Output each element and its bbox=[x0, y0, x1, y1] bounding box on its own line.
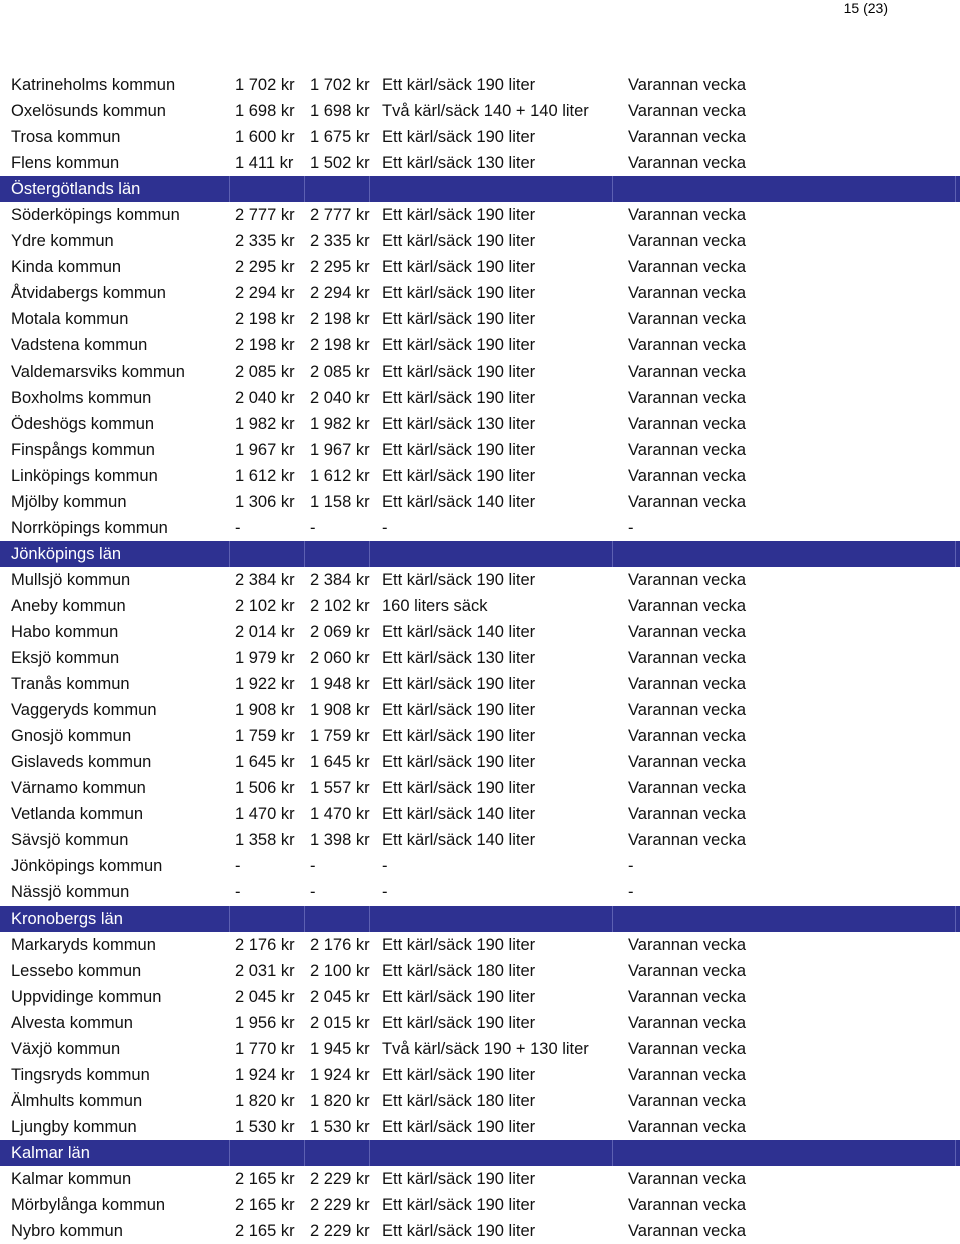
table-row bbox=[0, 385, 960, 411]
municipality-name: Söderköpings kommun bbox=[11, 206, 180, 225]
municipality-name: Oxelösunds kommun bbox=[11, 102, 166, 121]
collection-frequency-cell: Varannan vecka bbox=[628, 232, 747, 251]
municipality-name: Flens kommun bbox=[11, 154, 120, 173]
collection-frequency-cell: Varannan vecka bbox=[628, 1196, 747, 1215]
table-row bbox=[0, 150, 960, 176]
price-cell: 1 358 kr bbox=[235, 831, 295, 850]
price-cell: 2 085 kr bbox=[235, 362, 295, 381]
price-cell: 1 956 kr bbox=[235, 1013, 295, 1032]
municipality-name: Mörbylånga kommun bbox=[11, 1196, 166, 1215]
collection-frequency-cell: Varannan vecka bbox=[628, 362, 747, 381]
municipality-name: Jönköpings kommun bbox=[11, 857, 163, 876]
collection-frequency-cell: Varannan vecka bbox=[628, 1117, 747, 1136]
collection-frequency-cell: Varannan vecka bbox=[628, 1222, 747, 1241]
price-cell-2: 2 040 kr bbox=[310, 388, 370, 407]
bin-size-cell: Ett kärl/säck 190 liter bbox=[382, 570, 536, 589]
bin-size-cell: Ett kärl/säck 190 liter bbox=[382, 1065, 536, 1084]
collection-frequency-cell: Varannan vecka bbox=[628, 310, 747, 329]
price-cell-2: - bbox=[310, 518, 316, 537]
table-row bbox=[0, 359, 960, 385]
column-divider bbox=[304, 906, 305, 932]
table-row bbox=[0, 489, 960, 515]
collection-frequency-cell: Varannan vecka bbox=[628, 1091, 747, 1110]
bin-size-cell: Ett kärl/säck 190 liter bbox=[382, 336, 536, 355]
county-header-row bbox=[0, 1140, 960, 1166]
table-row bbox=[0, 853, 960, 879]
price-cell: 2 777 kr bbox=[235, 206, 295, 225]
price-cell-2: 2 384 kr bbox=[310, 570, 370, 589]
table-row bbox=[0, 1166, 960, 1192]
table-row bbox=[0, 437, 960, 463]
municipality-name: Älmhults kommun bbox=[11, 1091, 143, 1110]
price-cell: 2 031 kr bbox=[235, 961, 295, 980]
municipality-name: Växjö kommun bbox=[11, 1039, 121, 1058]
municipality-name: Vetlanda kommun bbox=[11, 805, 144, 824]
bin-size-cell: Ett kärl/säck 190 liter bbox=[382, 206, 536, 225]
collection-frequency-cell: Varannan vecka bbox=[628, 440, 747, 459]
bin-size-cell: Två kärl/säck 190 + 130 liter bbox=[382, 1039, 589, 1058]
price-cell: 1 759 kr bbox=[235, 727, 295, 746]
price-cell: 1 922 kr bbox=[235, 675, 295, 694]
municipality-name: Vadstena kommun bbox=[11, 336, 148, 355]
price-cell: 1 908 kr bbox=[235, 701, 295, 720]
bin-size-cell: Ett kärl/säck 180 liter bbox=[382, 1091, 536, 1110]
collection-frequency-cell: Varannan vecka bbox=[628, 258, 747, 277]
bin-size-cell: Ett kärl/säck 130 liter bbox=[382, 649, 536, 668]
municipality-name: Tingsryds kommun bbox=[11, 1065, 150, 1084]
collection-frequency-cell: Varannan vecka bbox=[628, 128, 747, 147]
table-row bbox=[0, 280, 960, 306]
municipality-name: Kalmar kommun bbox=[11, 1169, 132, 1188]
price-cell: 1 979 kr bbox=[235, 649, 295, 668]
table-row bbox=[0, 332, 960, 358]
bin-size-cell: - bbox=[382, 883, 388, 902]
municipality-name: Boxholms kommun bbox=[11, 388, 152, 407]
collection-frequency-cell: Varannan vecka bbox=[628, 1169, 747, 1188]
collection-frequency-cell: Varannan vecka bbox=[628, 727, 747, 746]
municipality-name: Markaryds kommun bbox=[11, 935, 156, 954]
price-cell: 2 295 kr bbox=[235, 258, 295, 277]
price-cell: 2 165 kr bbox=[235, 1222, 295, 1241]
price-cell: 2 014 kr bbox=[235, 622, 295, 641]
table-row bbox=[0, 697, 960, 723]
price-cell-2: - bbox=[310, 883, 316, 902]
municipality-name: Linköpings kommun bbox=[11, 466, 158, 485]
column-divider bbox=[229, 176, 230, 202]
price-cell-2: 2 295 kr bbox=[310, 258, 370, 277]
price-cell: 1 702 kr bbox=[235, 76, 295, 94]
column-divider bbox=[229, 541, 230, 567]
county-header-row bbox=[0, 176, 960, 202]
bin-size-cell: 160 liters säck bbox=[382, 596, 488, 615]
price-cell-2: 1 945 kr bbox=[310, 1039, 370, 1058]
price-cell-2: 2 198 kr bbox=[310, 310, 370, 329]
bin-size-cell: Ett kärl/säck 190 liter bbox=[382, 1222, 536, 1241]
bin-size-cell: Ett kärl/säck 190 liter bbox=[382, 232, 536, 251]
table-row bbox=[0, 879, 960, 905]
bin-size-cell: Ett kärl/säck 180 liter bbox=[382, 961, 536, 980]
table-row bbox=[0, 72, 960, 98]
municipality-name: Gislaveds kommun bbox=[11, 753, 152, 772]
bin-size-cell: - bbox=[382, 857, 388, 876]
bin-size-cell: Ett kärl/säck 190 liter bbox=[382, 1117, 536, 1136]
collection-frequency-cell: Varannan vecka bbox=[628, 284, 747, 303]
price-cell-2: 1 698 kr bbox=[310, 102, 370, 121]
table-row bbox=[0, 619, 960, 645]
bin-size-cell: Ett kärl/säck 190 liter bbox=[382, 284, 536, 303]
bin-size-cell: Ett kärl/säck 190 liter bbox=[382, 310, 536, 329]
price-cell: 1 698 kr bbox=[235, 102, 295, 121]
bin-size-cell: Ett kärl/säck 140 liter bbox=[382, 492, 536, 511]
bin-size-cell: Ett kärl/säck 190 liter bbox=[382, 675, 536, 694]
price-cell-2: 1 530 kr bbox=[310, 1117, 370, 1136]
price-cell: 2 176 kr bbox=[235, 935, 295, 954]
price-cell-2: 1 158 kr bbox=[310, 492, 370, 511]
municipality-name: Mjölby kommun bbox=[11, 492, 127, 511]
price-cell: 2 198 kr bbox=[235, 310, 295, 329]
municipality-name: Lessebo kommun bbox=[11, 961, 142, 980]
municipality-name: Valdemarsviks kommun bbox=[11, 362, 185, 381]
price-cell: 1 645 kr bbox=[235, 753, 295, 772]
bin-size-cell: Ett kärl/säck 130 liter bbox=[382, 414, 536, 433]
price-cell: 1 770 kr bbox=[235, 1039, 295, 1058]
municipality-name: Ydre kommun bbox=[11, 232, 114, 251]
price-cell-2: 2 085 kr bbox=[310, 362, 370, 381]
municipality-name: Tranås kommun bbox=[11, 675, 130, 694]
price-cell: - bbox=[235, 857, 241, 876]
county-name: Jönköpings län bbox=[11, 544, 122, 563]
price-cell: 1 506 kr bbox=[235, 779, 295, 798]
county-name: Östergötlands län bbox=[11, 180, 141, 199]
price-cell: 2 102 kr bbox=[235, 596, 295, 615]
municipality-name: Eksjö kommun bbox=[11, 649, 120, 668]
price-cell-2: 1 645 kr bbox=[310, 753, 370, 772]
municipality-name: Norrköpings kommun bbox=[11, 518, 168, 537]
municipality-name: Åtvidabergs kommun bbox=[11, 284, 166, 303]
collection-frequency-cell: Varannan vecka bbox=[628, 831, 747, 850]
price-cell: 1 820 kr bbox=[235, 1091, 295, 1110]
price-cell: 2 045 kr bbox=[235, 987, 295, 1006]
municipality-name: Nässjö kommun bbox=[11, 883, 130, 902]
bin-size-cell: Ett kärl/säck 190 liter bbox=[382, 1169, 536, 1188]
column-divider bbox=[955, 1140, 956, 1166]
collection-frequency-cell: Varannan vecka bbox=[628, 961, 747, 980]
collection-frequency-cell: Varannan vecka bbox=[628, 492, 747, 511]
collection-frequency-cell: - bbox=[628, 883, 634, 902]
price-cell-2: 2 777 kr bbox=[310, 206, 370, 225]
table-row bbox=[0, 202, 960, 228]
table-row bbox=[0, 593, 960, 619]
collection-frequency-cell: Varannan vecka bbox=[628, 779, 747, 798]
price-cell-2: 2 229 kr bbox=[310, 1169, 370, 1188]
collection-frequency-cell: Varannan vecka bbox=[628, 206, 747, 225]
collection-frequency-cell: Varannan vecka bbox=[628, 388, 747, 407]
price-cell-2: 2 294 kr bbox=[310, 284, 370, 303]
municipality-name: Alvesta kommun bbox=[11, 1013, 133, 1032]
column-divider bbox=[369, 176, 370, 202]
price-cell-2: 2 229 kr bbox=[310, 1222, 370, 1241]
bin-size-cell: Ett kärl/säck 190 liter bbox=[382, 701, 536, 720]
table-row bbox=[0, 463, 960, 489]
price-cell: 2 040 kr bbox=[235, 388, 295, 407]
collection-frequency-cell: Varannan vecka bbox=[628, 466, 747, 485]
bin-size-cell: Ett kärl/säck 140 liter bbox=[382, 805, 536, 824]
column-divider bbox=[612, 176, 613, 202]
municipality-name: Gnosjö kommun bbox=[11, 727, 132, 746]
price-cell-2: 2 015 kr bbox=[310, 1013, 370, 1032]
municipality-name: Aneby kommun bbox=[11, 596, 126, 615]
collection-frequency-cell: Varannan vecka bbox=[628, 336, 747, 355]
table-row bbox=[0, 1088, 960, 1114]
bin-size-cell: Ett kärl/säck 190 liter bbox=[382, 779, 536, 798]
table-row bbox=[0, 124, 960, 150]
municipality-name: Värnamo kommun bbox=[11, 779, 146, 798]
column-divider bbox=[612, 541, 613, 567]
municipality-fee-table bbox=[0, 72, 960, 1244]
table-row bbox=[0, 567, 960, 593]
municipality-name: Nybro kommun bbox=[11, 1222, 123, 1241]
table-row bbox=[0, 723, 960, 749]
price-cell: 1 982 kr bbox=[235, 414, 295, 433]
table-row bbox=[0, 306, 960, 332]
price-cell-2: 1 675 kr bbox=[310, 128, 370, 147]
price-cell-2: - bbox=[310, 857, 316, 876]
column-divider bbox=[229, 1140, 230, 1166]
bin-size-cell: Ett kärl/säck 190 liter bbox=[382, 753, 536, 772]
price-cell-2: 1 759 kr bbox=[310, 727, 370, 746]
table-row bbox=[0, 671, 960, 697]
table-row bbox=[0, 254, 960, 280]
bin-size-cell: Ett kärl/säck 130 liter bbox=[382, 154, 536, 173]
price-cell-2: 2 060 kr bbox=[310, 649, 370, 668]
price-cell-2: 2 045 kr bbox=[310, 987, 370, 1006]
price-cell: 1 470 kr bbox=[235, 805, 295, 824]
table-row bbox=[0, 775, 960, 801]
collection-frequency-cell: Varannan vecka bbox=[628, 596, 747, 615]
column-divider bbox=[955, 906, 956, 932]
bin-size-cell: Ett kärl/säck 190 liter bbox=[382, 362, 536, 381]
municipality-name: Kinda kommun bbox=[11, 258, 122, 277]
price-cell-2: 1 612 kr bbox=[310, 466, 370, 485]
column-divider bbox=[304, 541, 305, 567]
price-cell: 2 384 kr bbox=[235, 570, 295, 589]
price-cell: 2 335 kr bbox=[235, 232, 295, 251]
price-cell: 2 165 kr bbox=[235, 1196, 295, 1215]
municipality-name: Uppvidinge kommun bbox=[11, 987, 162, 1006]
collection-frequency-cell: Varannan vecka bbox=[628, 414, 747, 433]
bin-size-cell: Ett kärl/säck 190 liter bbox=[382, 987, 536, 1006]
price-cell-2: 2 069 kr bbox=[310, 622, 370, 641]
municipality-name: Sävsjö kommun bbox=[11, 831, 129, 850]
price-cell-2: 1 557 kr bbox=[310, 779, 370, 798]
bin-size-cell: Ett kärl/säck 190 liter bbox=[382, 258, 536, 277]
bin-size-cell: Ett kärl/säck 190 liter bbox=[382, 727, 536, 746]
price-cell-2: 2 102 kr bbox=[310, 596, 370, 615]
price-cell: 1 612 kr bbox=[235, 466, 295, 485]
table-row bbox=[0, 645, 960, 671]
price-cell-2: 1 702 kr bbox=[310, 76, 370, 94]
bin-size-cell: Ett kärl/säck 190 liter bbox=[382, 128, 536, 147]
municipality-name: Ödeshögs kommun bbox=[11, 414, 155, 433]
table-row bbox=[0, 411, 960, 437]
county-name: Kalmar län bbox=[11, 1143, 90, 1162]
collection-frequency-cell: Varannan vecka bbox=[628, 1039, 747, 1058]
table-row bbox=[0, 827, 960, 853]
price-cell: 1 924 kr bbox=[235, 1065, 295, 1084]
table-row bbox=[0, 515, 960, 541]
bin-size-cell: Två kärl/säck 140 + 140 liter bbox=[382, 102, 589, 121]
collection-frequency-cell: Varannan vecka bbox=[628, 1065, 747, 1084]
price-cell: 2 165 kr bbox=[235, 1169, 295, 1188]
price-cell-2: 1 948 kr bbox=[310, 675, 370, 694]
price-cell: 1 306 kr bbox=[235, 492, 295, 511]
price-cell-2: 1 982 kr bbox=[310, 414, 370, 433]
price-cell-2: 1 820 kr bbox=[310, 1091, 370, 1110]
price-cell-2: 2 100 kr bbox=[310, 961, 370, 980]
collection-frequency-cell: Varannan vecka bbox=[628, 675, 747, 694]
price-cell: 1 967 kr bbox=[235, 440, 295, 459]
price-cell-2: 1 502 kr bbox=[310, 154, 370, 173]
bin-size-cell: Ett kärl/säck 190 liter bbox=[382, 440, 536, 459]
price-cell-2: 1 398 kr bbox=[310, 831, 370, 850]
collection-frequency-cell: - bbox=[628, 518, 634, 537]
price-cell-2: 1 967 kr bbox=[310, 440, 370, 459]
column-divider bbox=[229, 906, 230, 932]
collection-frequency-cell: Varannan vecka bbox=[628, 805, 747, 824]
price-cell: 1 600 kr bbox=[235, 128, 295, 147]
table-row bbox=[0, 228, 960, 254]
collection-frequency-cell: Varannan vecka bbox=[628, 76, 747, 94]
bin-size-cell: - bbox=[382, 518, 388, 537]
table-row bbox=[0, 1192, 960, 1218]
collection-frequency-cell: - bbox=[628, 857, 634, 876]
county-header-row bbox=[0, 541, 960, 567]
column-divider bbox=[612, 906, 613, 932]
price-cell: 1 530 kr bbox=[235, 1117, 295, 1136]
bin-size-cell: Ett kärl/säck 140 liter bbox=[382, 622, 536, 641]
collection-frequency-cell: Varannan vecka bbox=[628, 102, 747, 121]
table-row bbox=[0, 984, 960, 1010]
collection-frequency-cell: Varannan vecka bbox=[628, 701, 747, 720]
bin-size-cell: Ett kärl/säck 190 liter bbox=[382, 466, 536, 485]
collection-frequency-cell: Varannan vecka bbox=[628, 1013, 747, 1032]
collection-frequency-cell: Varannan vecka bbox=[628, 622, 747, 641]
price-cell: 1 411 kr bbox=[235, 154, 294, 173]
table-row bbox=[0, 1218, 960, 1244]
municipality-name: Motala kommun bbox=[11, 310, 129, 329]
table-row bbox=[0, 932, 960, 958]
column-divider bbox=[369, 541, 370, 567]
table-row bbox=[0, 1114, 960, 1140]
price-cell: 2 198 kr bbox=[235, 336, 295, 355]
bin-size-cell: Ett kärl/säck 190 liter bbox=[382, 76, 536, 94]
price-cell: - bbox=[235, 518, 241, 537]
table-row bbox=[0, 749, 960, 775]
column-divider bbox=[304, 1140, 305, 1166]
column-divider bbox=[955, 541, 956, 567]
municipality-name: Mullsjö kommun bbox=[11, 570, 131, 589]
collection-frequency-cell: Varannan vecka bbox=[628, 570, 747, 589]
municipality-name: Habo kommun bbox=[11, 622, 119, 641]
bin-size-cell: Ett kärl/säck 190 liter bbox=[382, 935, 536, 954]
collection-frequency-cell: Varannan vecka bbox=[628, 935, 747, 954]
page-number: 15 (23) bbox=[843, 0, 888, 16]
municipality-name: Vaggeryds kommun bbox=[11, 701, 157, 720]
column-divider bbox=[612, 1140, 613, 1166]
column-divider bbox=[955, 176, 956, 202]
table-row bbox=[0, 1062, 960, 1088]
table-row bbox=[0, 958, 960, 984]
bin-size-cell: Ett kärl/säck 190 liter bbox=[382, 1013, 536, 1032]
table-row bbox=[0, 1010, 960, 1036]
bin-size-cell: Ett kärl/säck 190 liter bbox=[382, 388, 536, 407]
collection-frequency-cell: Varannan vecka bbox=[628, 753, 747, 772]
table-row bbox=[0, 1036, 960, 1062]
price-cell-2: 2 335 kr bbox=[310, 232, 370, 251]
county-header-row bbox=[0, 906, 960, 932]
table-row bbox=[0, 801, 960, 827]
table-row bbox=[0, 98, 960, 124]
collection-frequency-cell: Varannan vecka bbox=[628, 987, 747, 1006]
price-cell: 2 294 kr bbox=[235, 284, 295, 303]
county-name: Kronobergs län bbox=[11, 909, 123, 928]
price-cell-2: 1 470 kr bbox=[310, 805, 370, 824]
price-cell-2: 1 908 kr bbox=[310, 701, 370, 720]
price-cell-2: 1 924 kr bbox=[310, 1065, 370, 1084]
column-divider bbox=[369, 906, 370, 932]
municipality-name: Finspångs kommun bbox=[11, 440, 155, 459]
price-cell-2: 2 176 kr bbox=[310, 935, 370, 954]
municipality-name: Ljungby kommun bbox=[11, 1117, 137, 1136]
column-divider bbox=[369, 1140, 370, 1166]
price-cell-2: 2 198 kr bbox=[310, 336, 370, 355]
collection-frequency-cell: Varannan vecka bbox=[628, 154, 747, 173]
price-cell-2: 2 229 kr bbox=[310, 1196, 370, 1215]
bin-size-cell: Ett kärl/säck 190 liter bbox=[382, 1196, 536, 1215]
price-cell: - bbox=[235, 883, 241, 902]
municipality-name: Trosa kommun bbox=[11, 128, 121, 147]
column-divider bbox=[304, 176, 305, 202]
municipality-name: Katrineholms kommun bbox=[11, 76, 176, 94]
collection-frequency-cell: Varannan vecka bbox=[628, 649, 747, 668]
bin-size-cell: Ett kärl/säck 140 liter bbox=[382, 831, 536, 850]
